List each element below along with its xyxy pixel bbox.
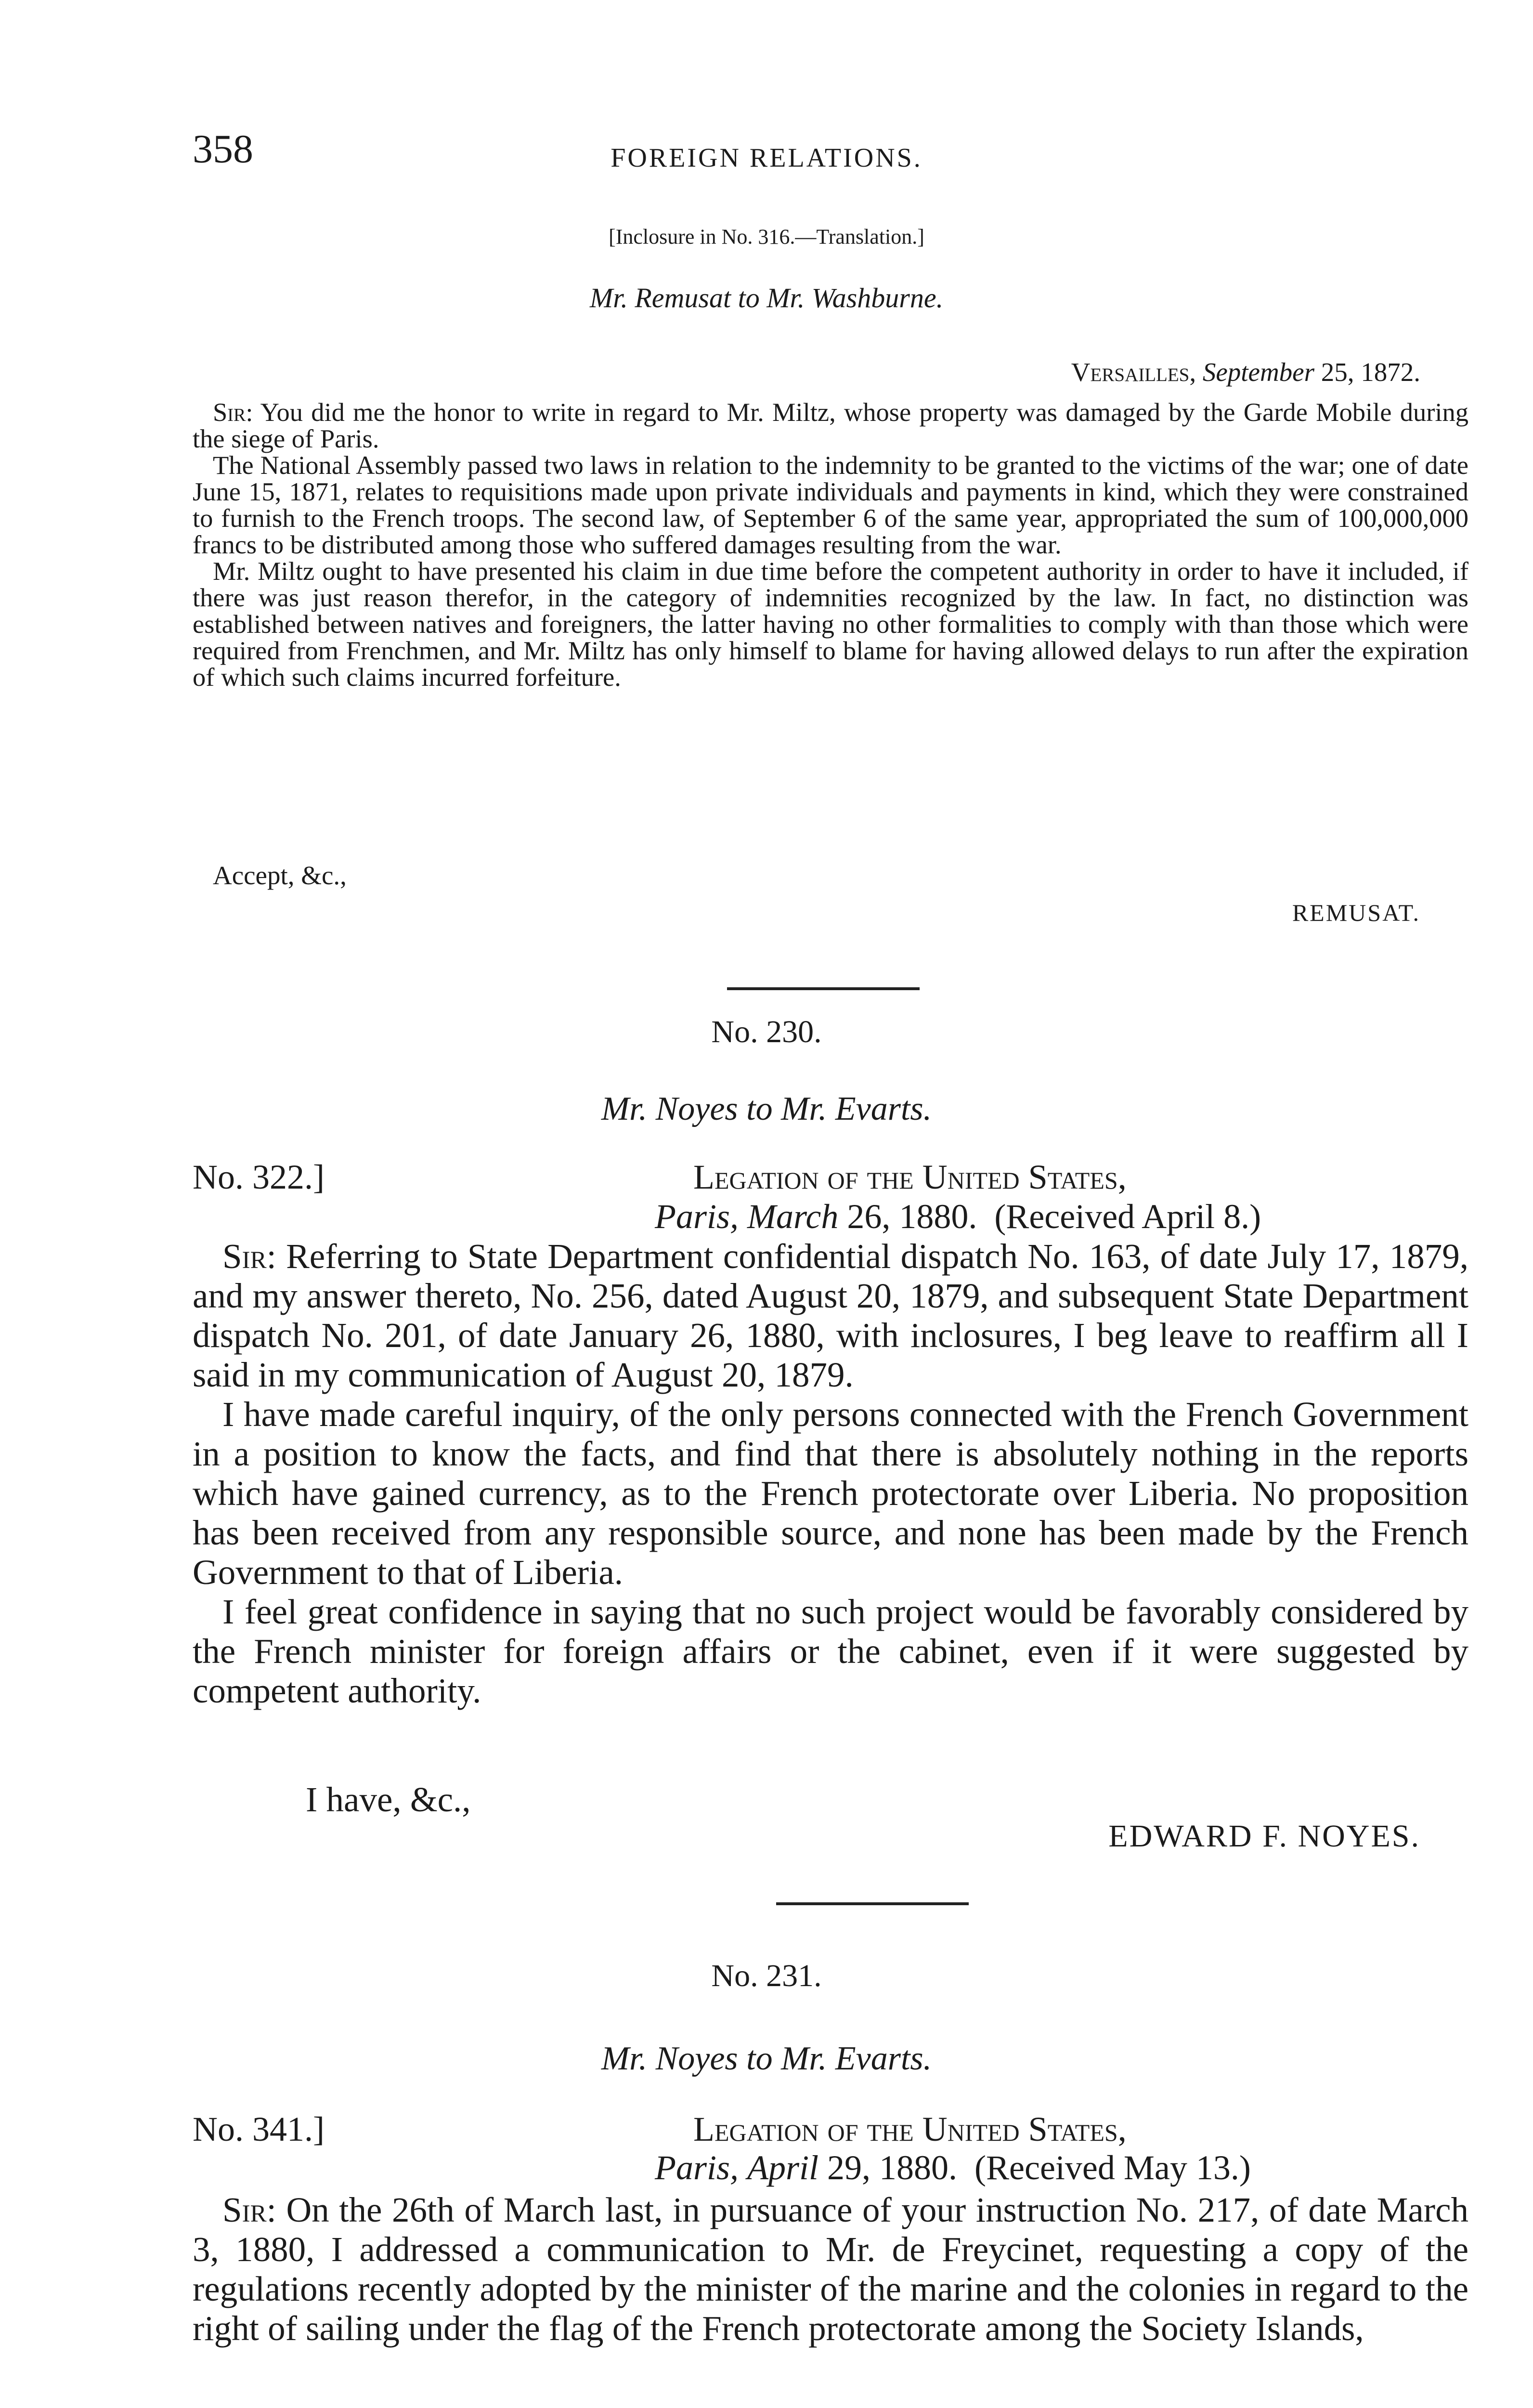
inclosure-paragraph: Mr. Miltz ought to have presented his claim in due time before the competent authority in order to have it included, if there was just reason therefor, in the category of indemnities recognized by the law. In fact, no distinction was established between natives and foreigners, the latter having no other formalities to comply with than those which were required from Frenchmen, and Mr. Miltz has only himself to blame for having allowed delays to run after the expiration of which such claims incurred forfeiture. <box>193 556 1468 692</box>
dispatch-salutation: Sir <box>222 2190 267 2229</box>
inclosure-body <box>193 399 1468 690</box>
dispatch-body <box>193 2190 1468 2348</box>
dispatch-salutation: Sir <box>222 1237 267 1276</box>
dispatch-number: No. 322.] <box>193 1158 325 1196</box>
inclosure-dateline-place: Versailles, <box>1071 357 1196 387</box>
dateline-month: March <box>747 1197 839 1236</box>
document-number: No. 230. <box>711 1014 822 1049</box>
body-paragraph-1-text: : Referring to State Department confidential dispatch No. 163, of date July 17, 1879, and my answer thereto, No. 256, dated August 20, 1879, and subsequent State Department dispatch No. 201, of date January 26, 1880, with inclosures, I beg leave to reaffirm all I said in my communication of August 20, 1879. <box>193 1237 1468 1394</box>
inclosure-paragraph: The National Assembly passed two laws in relation to the indemnity to be granted to the victims of the war; one of date June 15, 1871, relates to requisitions made upon private individuals and payments in kind, which they were constrained to furnish to the French troops. The second law, of September 6 of the same year, appropriated the sum of 100,000,000 francs to be distributed among those who suffered damages resulting from the war. <box>193 450 1468 559</box>
dispatch-body <box>193 1237 1468 1711</box>
dateline-place: Paris, <box>655 1197 739 1236</box>
received-note: (Received April 8.) <box>994 1197 1261 1236</box>
dispatch-dateline <box>655 2150 1444 2185</box>
dispatch-dateline <box>655 1199 1444 1234</box>
dateline-rest: 26, 1880. <box>838 1197 977 1236</box>
inclosure-dateline <box>193 359 1420 385</box>
document-title: Mr. Noyes to Mr. Evarts. <box>601 2040 932 2077</box>
inclosure-signature: REMUSAT. <box>1292 899 1420 926</box>
inclosure-salutation: Sir <box>213 397 246 427</box>
body-paragraph <box>193 1237 1468 1395</box>
section-divider <box>727 987 920 990</box>
dateline-place: Paris, <box>655 2148 739 2187</box>
inclosure-paragraph-1-text: : You did me the honor to write in regard to Mr. Miltz, whose property was damaged by the Garde Mobile during the siege of Paris. <box>193 397 1468 453</box>
inclosure-label: [Inclosure in No. 316.—Translation.] <box>609 225 924 249</box>
dispatch-closing: I have, &c., <box>306 1780 471 1819</box>
document-title: Mr. Noyes to Mr. Evarts. <box>601 1090 932 1127</box>
section-divider <box>776 1902 969 1905</box>
dateline-month: April <box>747 2148 819 2187</box>
dispatch-signature: EDWARD F. NOYES. <box>1108 1819 1420 1854</box>
inclosure-title: Mr. Remusat to Mr. Washburne. <box>589 282 944 314</box>
body-paragraph-1-text: : On the 26th of March last, in pursuance of your instruction No. 217, of date March 3, 1880, I addressed a communication to Mr. de Freycinet, requesting a copy of the regulations recently adopted by the minister of the marine and the colonies in regard to the right of sailing under the flag of the French protectorate among the Society Islands, <box>193 2190 1468 2348</box>
inclosure-dateline-month: September <box>1202 357 1314 387</box>
dateline-rest: 29, 1880. <box>818 2148 958 2187</box>
legation-heading: Legation of the United States, <box>693 1158 1127 1196</box>
running-head: FOREIGN RELATIONS. <box>611 143 922 173</box>
inclosure-paragraph <box>193 399 1468 452</box>
document-number: No. 231. <box>711 1958 822 1993</box>
received-note: (Received May 13.) <box>974 2148 1251 2187</box>
inclosure-dateline-rest: 25, 1872. <box>1314 357 1420 387</box>
inclosure-closing: Accept, &c., <box>213 861 347 890</box>
body-paragraph: I feel great confidence in saying that no such project would be favorably considered by the French minister for foreign affairs or the cabinet, even if it were suggested by competent authority. <box>193 1592 1468 1710</box>
page-number: 358 <box>193 127 253 171</box>
body-paragraph <box>193 2190 1468 2348</box>
dispatch-number: No. 341.] <box>193 2110 325 2148</box>
body-paragraph: I have made careful inquiry, of the only persons connected with the French Government in a position to know the facts, and find that there is absolutely nothing in the reports which have gained currency, as to the French protectorate over Liberia. No proposition has been received from any responsible source, and none has been made by the French Government to that of Liberia. <box>193 1395 1468 1592</box>
legation-heading: Legation of the United States, <box>693 2110 1127 2148</box>
